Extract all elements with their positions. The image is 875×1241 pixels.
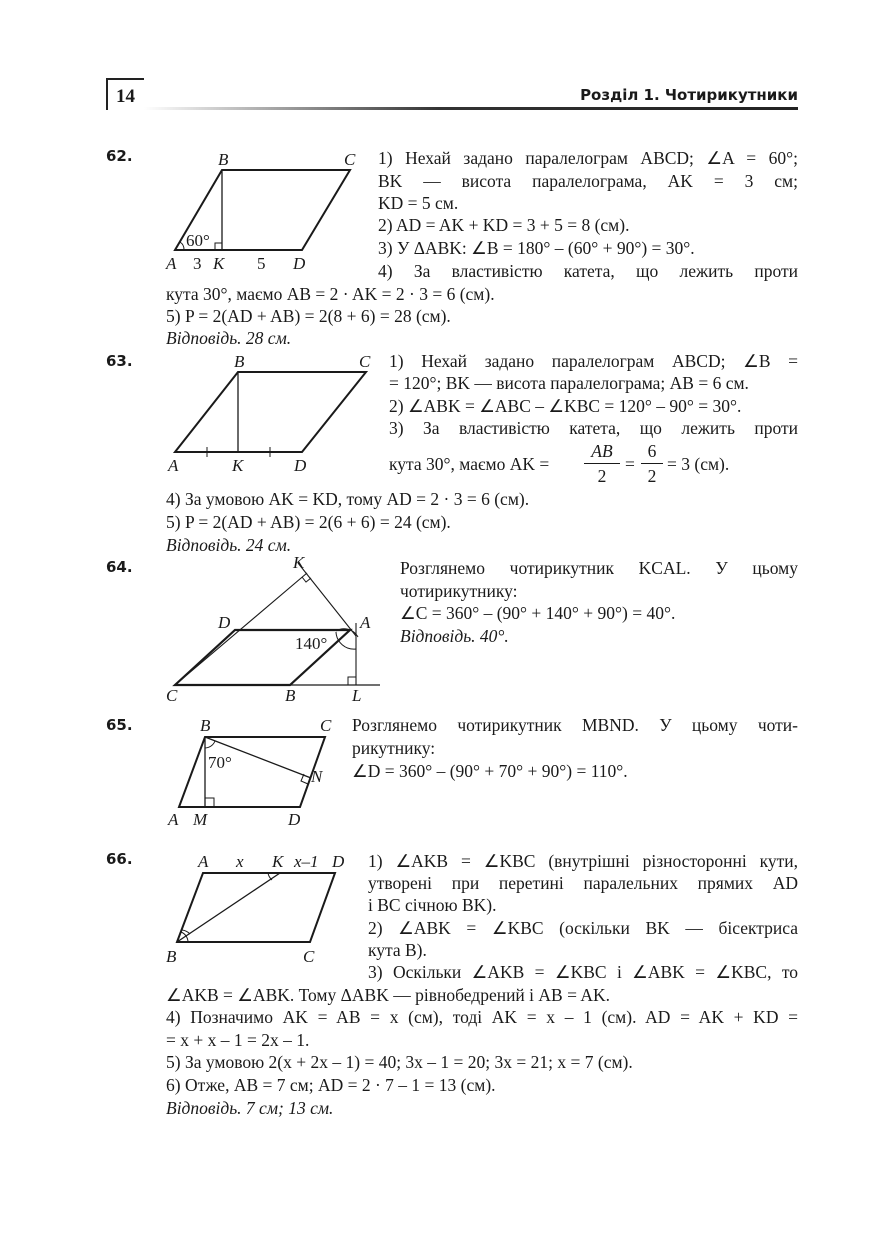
label-kd-62: 5 [257,254,266,273]
label-m-65: M [193,810,208,829]
label-k-64: K [293,553,305,572]
label-b-65: B [200,716,211,735]
fraction-ab-numerator: AB [591,441,613,461]
label-angle-62: 60° [186,231,210,250]
page-number: 14 [106,78,144,110]
label-d-64: D [218,613,231,632]
p63-line-5: кута 30°, маємо AK = [389,454,550,474]
right-angle-mark-62 [215,243,222,250]
p63-line-3: 2) ∠ABK = ∠ABC – ∠KBC = 120° – 90° = 30°. [389,396,742,416]
figure-65 [160,712,345,834]
label-b-62: B [218,150,229,169]
angle-arc-62 [180,242,184,250]
label-c-63: C [359,352,371,371]
fraction-6-numerator: 6 [647,441,657,461]
label-x1-66: x–1 [294,852,319,871]
label-l-64: L [352,686,362,705]
p66-answer: Відповідь. 7 см; 13 см. [166,1098,334,1118]
problem-number-66: 66. [106,850,133,868]
label-c-62: C [344,150,356,169]
p62-line-5: 3) У ΔABK: ∠B = 180° – (60° + 90°) = 30°. [378,238,695,258]
label-d-63: D [294,456,307,475]
parallelogram-66 [177,873,335,942]
p66-line-7: ∠AKB = ∠ABK. Тому ΔABK — рівнобедрений і AB = AK. [166,985,611,1005]
p62-line-8: 5) P = 2(AD + AB) = 2(8 + 6) = 28 (см). [166,306,451,326]
p66-line-5: кута B). [368,940,427,960]
p63-line-1: 1) Нехай задано паралелограм ABCD; ∠B = [389,351,798,371]
p63-equals: = [625,454,635,474]
problem-number-65: 65. [106,716,133,734]
p62-line-7: кута 30°, маємо AB = 2 · AK = 2 · 3 = 6 (см). [166,284,495,304]
label-k-62: K [213,254,225,273]
chapter-title: Розділ 1. Чотирикутники [580,86,798,104]
fraction-bar [641,463,663,464]
angle-arc-65 [205,741,215,748]
p63-answer: Відповідь. 24 см. [166,535,292,555]
p66-line-9: = x + x – 1 = 2x – 1. [166,1030,310,1050]
p63-line-6: 4) За умовою AK = KD, тому AD = 2 · 3 = 6 (см). [166,489,530,509]
p65-line-3: ∠D = 360° – (90° + 70° + 90°) = 110°. [352,761,628,781]
figure-62 [160,148,370,278]
p66-line-3: і BC січною BK). [368,895,497,915]
label-d-66: D [332,852,345,871]
p66-line-8: 4) Позначимо AK = AB = x (см), тоді AK = x – 1 (см). AD = AK + KD = [166,1007,798,1027]
label-x-66: x [236,852,244,871]
line-ka-64 [298,563,356,636]
p65-line-1: Розглянемо чотирикутник MBND. У цьому чоти- [352,715,798,735]
label-angle-65: 70° [208,753,232,772]
label-b-66: B [166,947,177,966]
label-n-65: N [311,767,323,786]
problem-number-63: 63. [106,352,133,370]
figure-64 [160,553,390,708]
p62-line-2: BK — висота паралелограма, AK = 3 см; [378,171,798,191]
label-b-64: B [285,686,296,705]
label-a-62: A [166,254,177,273]
p63-line-2: = 120°; BK — висота паралелограма; AB = 6 см. [389,373,749,393]
label-c-65: C [320,716,332,735]
label-d-65: D [288,810,301,829]
p63-line-7: 5) P = 2(AD + AB) = 2(6 + 6) = 24 (см). [166,512,451,532]
fraction-ab-2 [584,441,620,486]
p62-answer: Відповідь. 28 см. [166,328,292,348]
p64-line-1: Розглянемо чотирикутник KCAL. У цьому [400,558,798,578]
p66-line-10: 5) За умовою 2(x + 2x – 1) = 40; 3x – 1 = 20; 3x = 21; x = 7 (см). [166,1052,633,1072]
label-b-63: B [234,352,245,371]
parallelogram-63 [175,372,366,452]
label-a-64: A [360,613,371,632]
label-a-65: A [168,810,179,829]
label-k-63: K [232,456,244,475]
header-rule [144,107,798,110]
label-c-64: C [166,686,178,705]
p64-line-2: чотирикутнику: [400,581,518,601]
parallelogram-65 [179,737,325,807]
p63-line-4: 3) За властивістю катета, що лежить проти [389,418,798,438]
right-angle-l-64 [348,677,356,685]
p62-line-1: 1) Нехай задано паралелограм ABCD; ∠A = 60°; [378,148,798,168]
p64-line-3: ∠C = 360° – (90° + 140° + 90°) = 40°. [400,603,676,623]
p62-line-4: 2) AD = AK + KD = 3 + 5 = 8 (см). [378,215,630,235]
p66-line-11: 6) Отже, AB = 7 см; AD = 2 · 7 – 1 = 13 (см). [166,1075,496,1095]
label-d-62: D [293,254,306,273]
fraction-6-denominator: 2 [647,466,657,486]
p66-line-1: 1) ∠AKB = ∠KBC (внутрішні різносторонні кути, [368,851,798,871]
label-a-63: A [168,456,179,475]
fraction-bar [584,463,620,464]
p65-line-2: рикутнику: [352,738,436,758]
p64-answer: Відповідь. 40°. [400,626,509,646]
p62-line-3: KD = 5 см. [378,193,459,213]
label-k-66: K [272,852,284,871]
p66-line-4: 2) ∠ABK = ∠KBC (оскільки BK — бісектриса [368,918,798,938]
label-c-66: C [303,947,315,966]
label-angle-64: 140° [295,634,328,653]
p63-result: = 3 (см). [667,454,730,474]
figure-63 [160,350,385,475]
problem-number-62: 62. [106,147,133,165]
p66-line-6: 3) Оскільки ∠AKB = ∠KBC і ∠ABK = ∠KBC, то [368,962,798,982]
label-ak-62: 3 [193,254,202,273]
bisector-bk-66 [177,873,280,942]
label-a-66: A [198,852,209,871]
p62-line-6: 4) За властивістю катета, що лежить проти [378,261,798,281]
right-angle-m-65 [205,798,214,807]
figure-66 [160,846,360,968]
p66-line-2: утворені при перетині паралельних прямих AD [368,873,798,893]
fraction-6-2 [641,441,663,486]
fraction-ab-denominator: 2 [597,466,607,486]
problem-number-64: 64. [106,558,133,576]
